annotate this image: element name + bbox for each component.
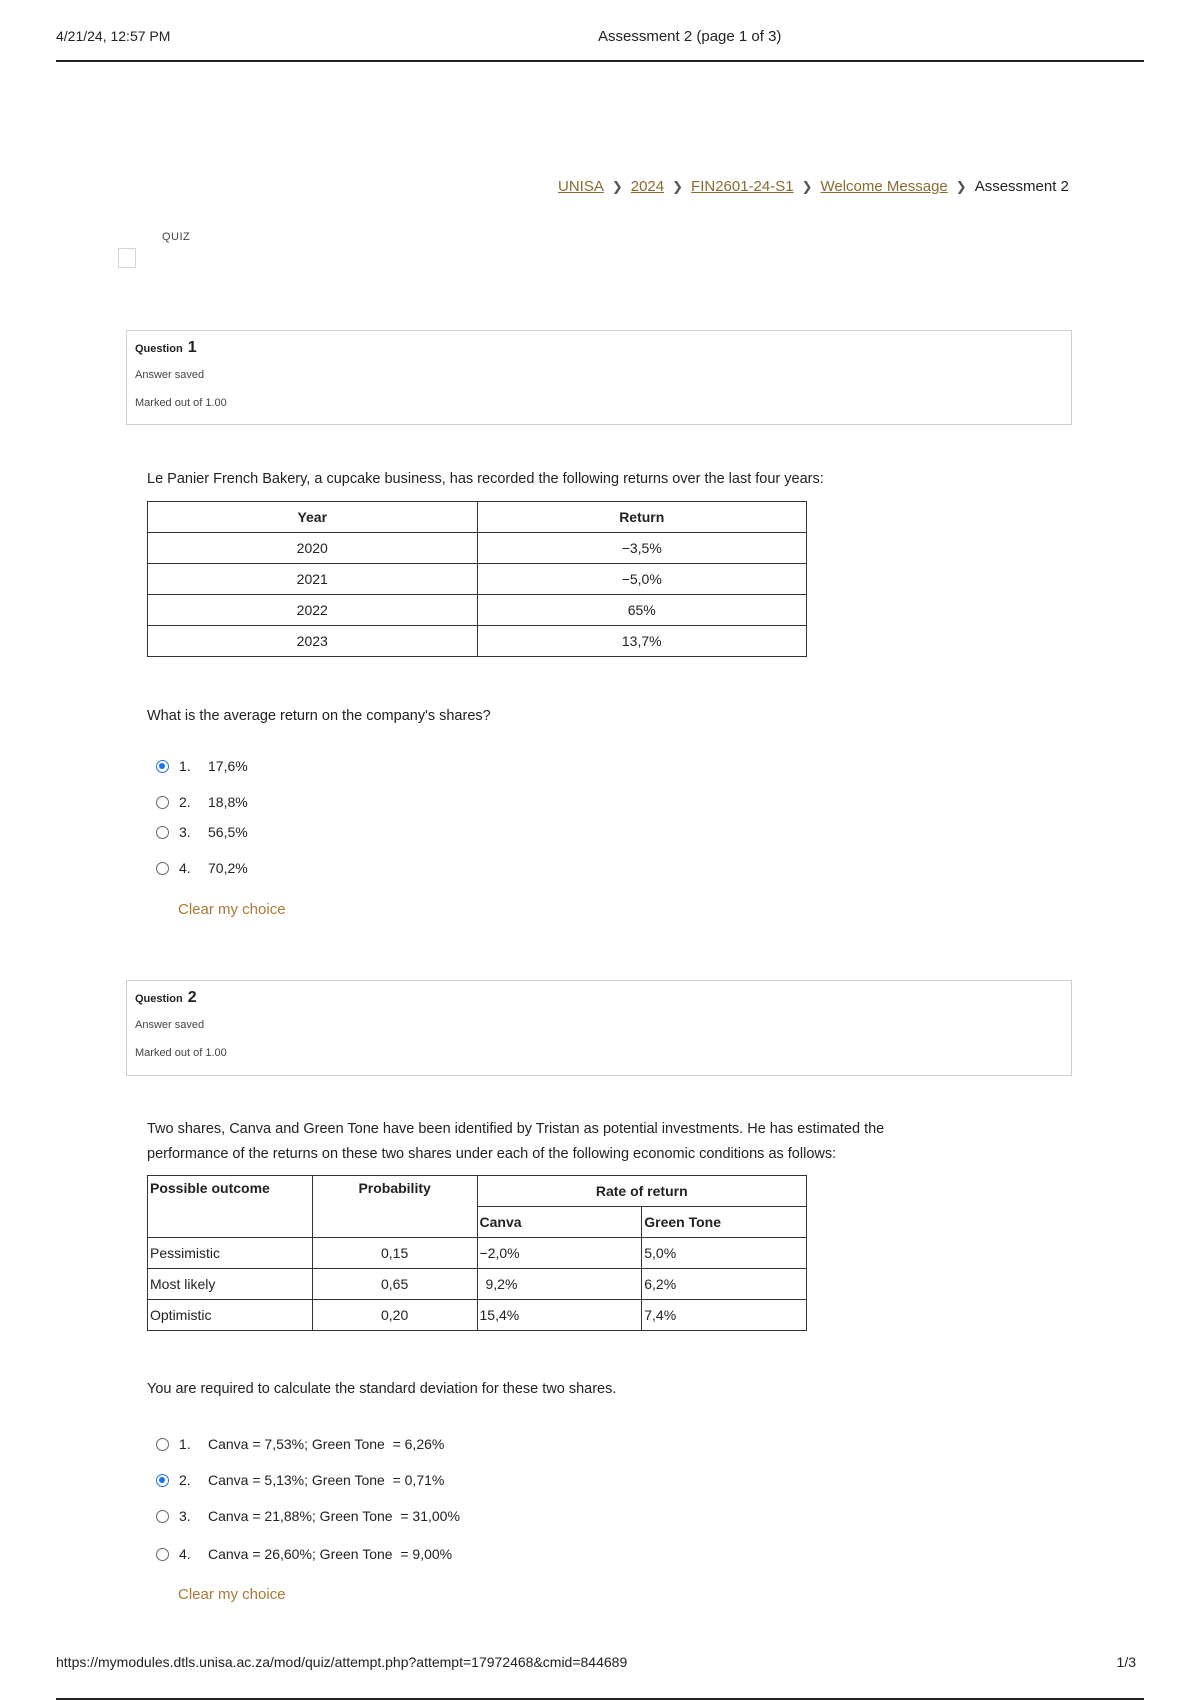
table-cell: 2021 (148, 564, 478, 595)
table-header-row (148, 502, 807, 533)
answer-option[interactable]: 4. 70,2% (156, 860, 248, 876)
table-cell: Optimistic (148, 1300, 313, 1331)
activity-type-label: QUIZ (162, 231, 191, 243)
table-row (148, 1300, 807, 1331)
print-header (56, 26, 1144, 62)
radio-button[interactable] (156, 796, 169, 809)
radio-button[interactable] (156, 826, 169, 839)
table-cell: 9,2% (477, 1269, 642, 1300)
answer-option[interactable]: 2. 18,8% (156, 794, 248, 810)
print-url: https://mymodules.dtls.unisa.ac.za/mod/quiz/attempt.php?attempt=17972468&cmid=844689 (56, 1654, 628, 1670)
returns-table (147, 501, 807, 657)
clear-choice-link[interactable]: Clear my choice (178, 1586, 286, 1603)
table-cell: Most likely (148, 1269, 313, 1300)
table-header: Return (477, 502, 807, 533)
breadcrumb-link-unisa[interactable]: UNISA (558, 178, 604, 195)
chevron-right-icon: ❯ (801, 179, 813, 194)
radio-button[interactable] (156, 760, 169, 773)
table-cell: 0,15 (312, 1238, 477, 1269)
table-cell: 13,7% (477, 626, 807, 657)
table-cell: Pessimistic (148, 1238, 313, 1269)
question-number: Question 2 (135, 989, 197, 1006)
breadcrumb-link-course[interactable]: FIN2601-24-S1 (691, 178, 794, 195)
question-1-prompt: What is the average return on the company's shares? (147, 708, 491, 724)
table-cell: 65% (477, 595, 807, 626)
table-cell: 7,4% (642, 1300, 807, 1331)
table-header-row (148, 1176, 807, 1207)
table-header: Green Tone (642, 1207, 807, 1238)
table-cell: 0,65 (312, 1269, 477, 1300)
answer-option[interactable]: 1. 17,6% (156, 758, 248, 774)
table-cell: 6,2% (642, 1269, 807, 1300)
chevron-right-icon: ❯ (611, 179, 623, 194)
intro-line: Two shares, Canva and Green Tone have been identified by Tristan as potential investments. He has estimated the (147, 1121, 885, 1137)
table-cell: −2,0% (477, 1238, 642, 1269)
table-row (148, 533, 807, 564)
question-2-info (126, 980, 1072, 1076)
radio-button[interactable] (156, 1548, 169, 1561)
answer-option[interactable]: 4. Canva = 26,60%; Green Tone = 9,00% (156, 1546, 452, 1562)
table-header: Possible outcome (148, 1176, 313, 1238)
table-cell: 0,20 (312, 1300, 477, 1331)
question-1-info (126, 330, 1072, 425)
answer-option[interactable]: 2. Canva = 5,13%; Green Tone = 0,71% (156, 1472, 444, 1488)
question-number: Question 1 (135, 339, 197, 356)
table-header: Rate of return (477, 1176, 807, 1207)
table-row (148, 1238, 807, 1269)
breadcrumb-link-year[interactable]: 2024 (630, 178, 665, 195)
table-row (148, 626, 807, 657)
radio-button[interactable] (156, 1510, 169, 1523)
print-footer (56, 1650, 1144, 1700)
table-cell: 2022 (148, 595, 478, 626)
radio-button[interactable] (156, 1438, 169, 1451)
question-1-intro: Le Panier French Bakery, a cupcake business, has recorded the following returns over the last four years: (147, 471, 824, 487)
table-cell: 2020 (148, 533, 478, 564)
intro-line: performance of the returns on these two shares under each of the following economic conditions as follows: (147, 1146, 837, 1162)
table-header: Year (148, 502, 478, 533)
breadcrumb-current: Assessment 2 (974, 178, 1069, 195)
answer-option[interactable]: 3. Canva = 21,88%; Green Tone = 31,00% (156, 1508, 460, 1524)
table-cell: 15,4% (477, 1300, 642, 1331)
question-state: Answer saved (135, 1019, 205, 1031)
table-header: Probability (312, 1176, 477, 1238)
table-cell: 5,0% (642, 1238, 807, 1269)
print-datetime: 4/21/24, 12:57 PM (56, 28, 171, 44)
table-row (148, 564, 807, 595)
print-page-number: 1/3 (1116, 1654, 1136, 1670)
breadcrumb (558, 178, 1069, 195)
radio-button[interactable] (156, 862, 169, 875)
table-cell: −5,0% (477, 564, 807, 595)
question-2-prompt: You are required to calculate the standard deviation for these two shares. (147, 1381, 617, 1397)
table-cell: −3,5% (477, 533, 807, 564)
table-cell: 2023 (148, 626, 478, 657)
table-row (148, 595, 807, 626)
clear-choice-link[interactable]: Clear my choice (178, 901, 286, 918)
question-2-intro (147, 1117, 884, 1167)
chevron-right-icon: ❯ (672, 179, 684, 194)
radio-button[interactable] (156, 1474, 169, 1487)
quiz-icon (118, 248, 136, 268)
breadcrumb-link-welcome[interactable]: Welcome Message (820, 178, 948, 195)
chevron-right-icon: ❯ (955, 179, 967, 194)
print-title: Assessment 2 (page 1 of 3) (598, 28, 782, 45)
question-state: Answer saved (135, 369, 205, 381)
question-grade: Marked out of 1.00 (135, 1047, 227, 1059)
shares-table (147, 1175, 807, 1331)
table-header: Canva (477, 1207, 642, 1238)
question-grade: Marked out of 1.00 (135, 397, 227, 409)
table-row (148, 1269, 807, 1300)
answer-option[interactable]: 1. Canva = 7,53%; Green Tone = 6,26% (156, 1436, 444, 1452)
answer-option[interactable]: 3. 56,5% (156, 824, 248, 840)
